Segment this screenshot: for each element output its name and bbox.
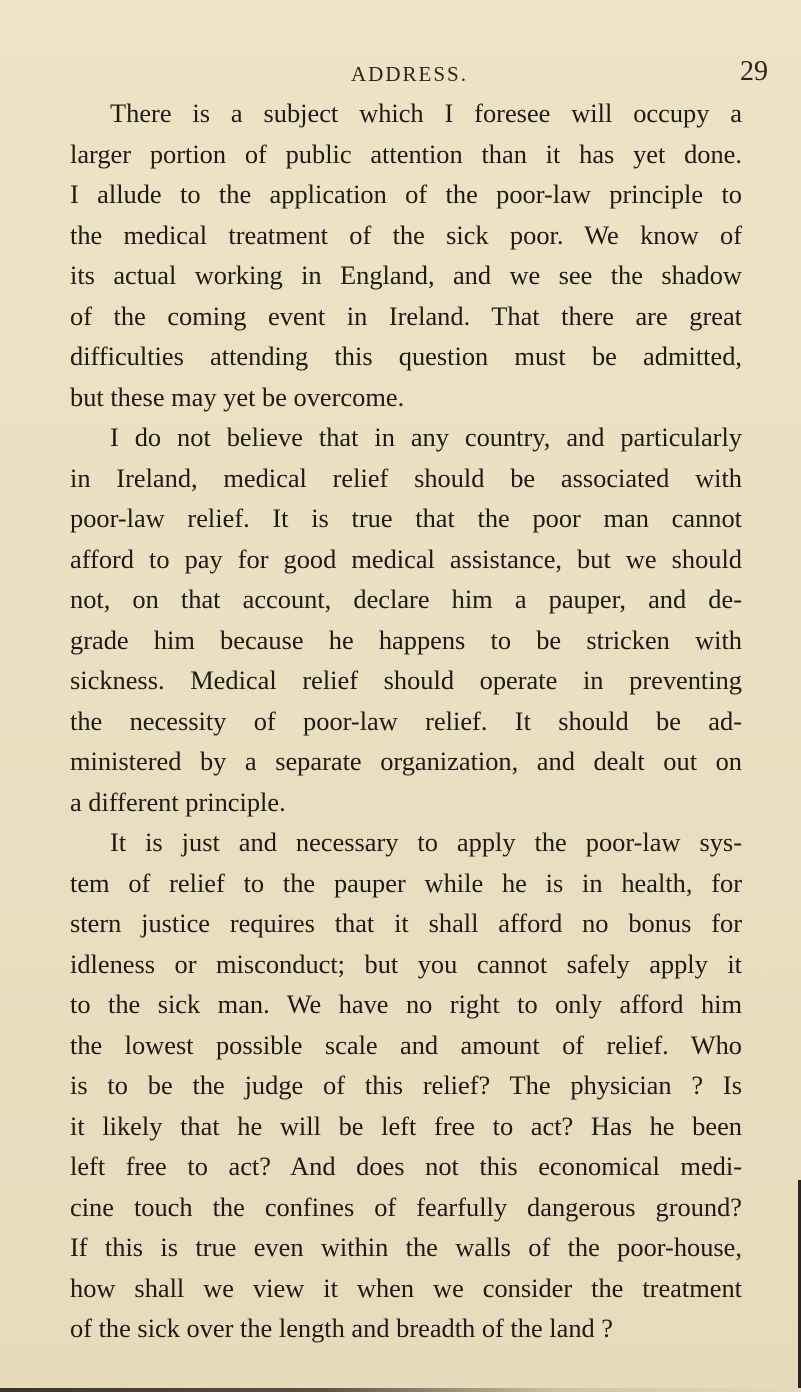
text-line: its actual working in England, and we see the shadow bbox=[70, 260, 742, 290]
text-line: how shall we view it when we consider the treatment bbox=[70, 1272, 742, 1303]
text-line: the necessity of poor-law relief. It should be ad- bbox=[70, 705, 742, 736]
text-line-p1-end: but these may yet be overcome. bbox=[70, 381, 405, 412]
text-line: left free to act? And does not this economical medi- bbox=[70, 1151, 742, 1181]
text-line-p2-1: I do not believe that in any country, and particularly bbox=[110, 422, 742, 452]
text-line: the lowest possible scale and amount of relief. Who bbox=[70, 1029, 742, 1060]
text-line-p1-1: There is a subject which I foresee will occupy a bbox=[110, 98, 742, 128]
text-line: I allude to the application of the poor-law principle to bbox=[70, 179, 742, 209]
body-text bbox=[70, 93, 742, 1349]
text-line: is to be the judge of this relief? The physician ? Is bbox=[70, 1070, 742, 1100]
text-line: not, on that account, declare him a pauper, and de- bbox=[70, 584, 742, 614]
text-line-p2-end: a different principle. bbox=[70, 786, 286, 817]
text-line: ministered by a separate organization, and dealt out on bbox=[70, 746, 742, 776]
text-line: the medical treatment of the sick poor. We know of bbox=[70, 219, 742, 250]
text-line: to the sick man. We have no right to only afford him bbox=[70, 989, 742, 1019]
text-line-p3-end: of the sick over the length and breadth of the land ? bbox=[70, 1313, 614, 1343]
text-line: stern justice requires that it shall afford no bonus for bbox=[70, 908, 742, 938]
text-line: larger portion of public attention than it has yet done. bbox=[70, 138, 742, 169]
page-number: 29 bbox=[740, 56, 768, 87]
text-line: difficulties attending this question must be admitted, bbox=[70, 341, 742, 371]
text-line: in Ireland, medical relief should be associated with bbox=[70, 462, 742, 493]
text-line-p3-1: It is just and necessary to apply the poor-law sys- bbox=[110, 827, 742, 857]
text-line: If this is true even within the walls of the poor-house, bbox=[70, 1232, 742, 1262]
text-line: tem of relief to the pauper while he is in health, for bbox=[70, 867, 742, 898]
text-line: grade him because he happens to be stricken with bbox=[70, 624, 742, 655]
text-line: it likely that he will be left free to act? Has he been bbox=[70, 1110, 742, 1141]
text-line: afford to pay for good medical assistance, but we should bbox=[70, 543, 742, 574]
running-title: ADDRESS. bbox=[351, 62, 468, 86]
text-line: poor-law relief. It is true that the poor man cannot bbox=[70, 503, 742, 533]
text-line: idleness or misconduct; but you cannot safely apply it bbox=[70, 948, 742, 979]
page-bottom-edge bbox=[0, 1388, 801, 1392]
text-line: of the coming event in Ireland. That there are great bbox=[70, 300, 742, 331]
text-line: cine touch the confines of fearfully dangerous ground? bbox=[70, 1191, 742, 1222]
running-head bbox=[0, 56, 801, 96]
text-line: sickness. Medical relief should operate in preventing bbox=[70, 665, 742, 695]
